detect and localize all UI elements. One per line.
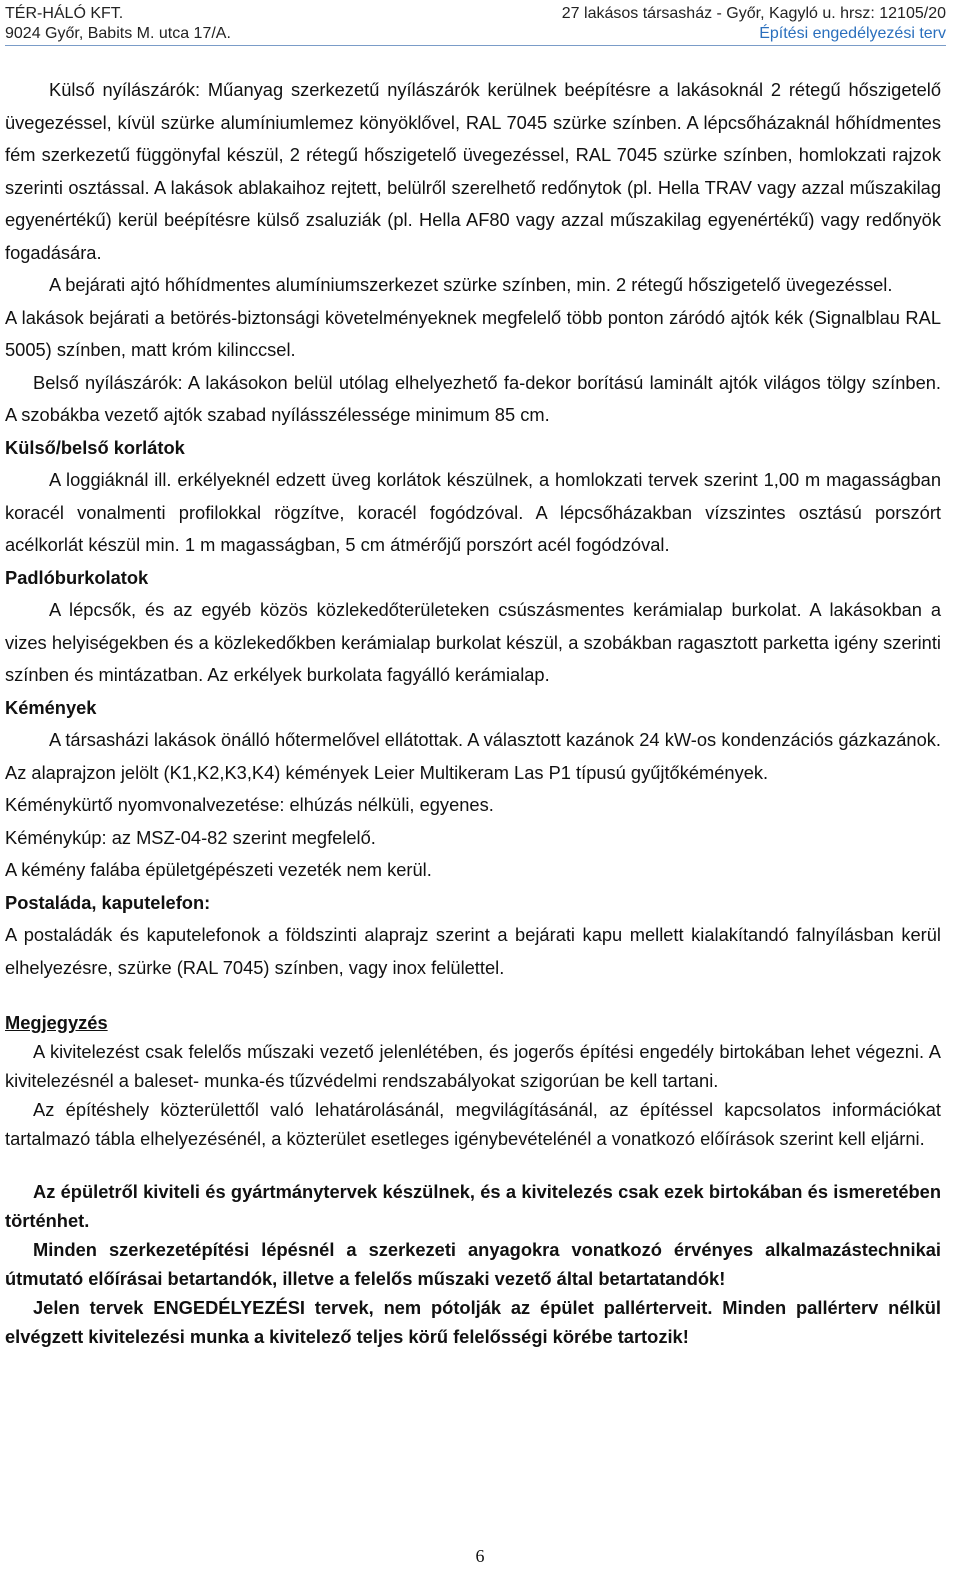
final-section	[5, 1177, 941, 1351]
floors-heading: Padlóburkolatok	[5, 566, 149, 588]
chimneys-heading: Kémények	[5, 696, 97, 718]
header-left	[5, 4, 231, 44]
mailbox-heading: Postaláda, kaputelefon:	[5, 891, 211, 913]
header-project: 27 lakásos társasház - Győr, Kagyló u. hrsz: 12105/20	[561, 5, 946, 22]
chimneys-paragraph-1: A társasházi lakások önálló hőtermelővel ellátottak. A választott kazánok 24 kW-os kondenzációs gázkazánok. Az alaprajzon jelölt (K1,K2,K3,K4) kémények Leier Multikeram Las P1 típusú gyűjtőkémények.	[5, 729, 941, 783]
railings-paragraph: A loggiáknál ill. erkélyeknél edzett üveg korlátok készülnek, a homlokzati tervek szerint 1,00 m magasságban koracél vonalmenti profilokkal rögzítve, koracél fogódzóval. A lépcsőházakban vízszintes osztású porszórt acélkorlát készül min. 1 m magasságban, 5 cm átmérőjű porszórt acél fogódzóval.	[5, 469, 941, 555]
header-right	[562, 4, 946, 44]
floors-paragraph: A lépcsők, és az egyéb közös közlekedőterületeken csúszásmentes kerámialap burkolat. A lakásokban a vizes helyiségekben és a közlekedőkben kerámialap burkolat készül, a szobákban ragasztott parketta igény szerinti színben és mintázatban. Az erkélyek burkolata fagyálló kerámialap.	[5, 599, 941, 685]
note-section	[5, 1008, 941, 1153]
page-number: 6	[475, 1546, 485, 1566]
section-gap	[5, 984, 941, 1008]
windows-paragraph-3: A lakások bejárati a betörés-biztonsági követelményeknek megfelelő több ponton záródó ajtók kék (Signalblau RAL 5005) színben, matt króm kilinccsel.	[5, 306, 941, 360]
note-heading: Megjegyzés	[5, 1012, 108, 1033]
chimneys-paragraph-4: A kémény falába épületgépészeti vezeték nem kerül.	[5, 859, 432, 880]
mailbox-paragraph: A postaládák és kaputelefonok a földszinti alaprajz szerint a bejárati kapu mellett kialakítandó falnyílásban kerül elhelyezésre, szürke (RAL 7045) színben, vagy inox felülettel.	[5, 924, 941, 978]
final-paragraph-1: Az épületről kiviteli és gyártmánytervek készülnek, és a kivitelezés csak ezek birtokában és ismeretében történhet.	[5, 1181, 941, 1231]
document-body	[5, 74, 941, 1351]
windows-paragraph-1: Külső nyílászárók: Műanyag szerkezetű nyílászárók kerülnek beépítésre a lakásoknál 2 rétegű hőszigetelő üvegezéssel, kívül szürke alumíniumlemez könyöklővel, RAL 7045 szürke színben. A lépcsőházaknál hőhídmentes fém szerkezetű függönyfal készül, 2 rétegű hőszigetelő üvegezéssel, RAL 7045 szürke színben, homlokzati rajzok szerinti osztással. A lakások ablakaihoz rejtett, belülről szerelhető redőnytok (pl. Hella TRAV vagy azzal műszakilag egyenértékű) kerül beépítésre külső zsaluziák (pl. Hella AF80 vagy azzal műszakilag egyenértékű) vagy redőnyök fogadására.	[5, 79, 941, 263]
note-paragraph-2: Az építéshely közterülettől való lehatárolásánál, megvilágításánál, az építéssel kapcsolatos információkat tartalmazó tábla elhelyezésénél, a közterület esetleges igénybevételénél a vonatkozó előírások szerint kell eljárni.	[5, 1099, 941, 1149]
chimneys-paragraph-2: Kéménykürtő nyomvonalvezetése: elhúzás nélküli, egyenes.	[5, 794, 494, 815]
header-company: TÉR-HÁLÓ KFT.	[5, 5, 124, 22]
railings-heading: Külső/belső korlátok	[5, 436, 185, 458]
header-doc-type: Építési engedélyezési terv	[759, 25, 946, 42]
final-paragraph-2: Minden szerkezetépítési lépésnél a szerkezeti anyagokra vonatkozó érvényes alkalmazástechnikai útmutató előírásai betartandók, illetve a felelős műszaki vezető által betartatandók!	[5, 1239, 941, 1289]
note-paragraph-1: A kivitelezést csak felelős műszaki vezető jelenlétében, és jogerős építési engedély birtokában lehet végezni. A kivitelezésnél a baleset- munka-és tűzvédelmi rendszabályokat szigorúan be kell tartani.	[5, 1041, 941, 1091]
final-paragraph-3: Jelen tervek ENGEDÉLYEZÉSI tervek, nem pótolják az épület pallérterveit. Minden pallérterv nélkül elvégzett kivitelezési munka a kivitelező teljes körű felelősségi körébe tartozik!	[5, 1297, 941, 1347]
header-divider	[5, 45, 946, 46]
windows-paragraph-2: A bejárati ajtó hőhídmentes alumíniumszerkezet szürke színben, min. 2 rétegű hőszigetelő üvegezéssel.	[49, 274, 893, 295]
chimneys-paragraph-3: Kéménykúp: az MSZ-04-82 szerint megfelelő.	[5, 826, 376, 848]
header-address: 9024 Győr, Babits M. utca 17/A.	[5, 25, 231, 42]
section-gap-2	[5, 1153, 941, 1177]
windows-paragraph-4: Belső nyílászárók: A lakásokon belül utólag elhelyezhető fa-dekor borítású laminált ajtók világos tölgy színben. A szobákba vezető ajtók szabad nyílásszélessége minimum 85 cm.	[5, 371, 941, 425]
